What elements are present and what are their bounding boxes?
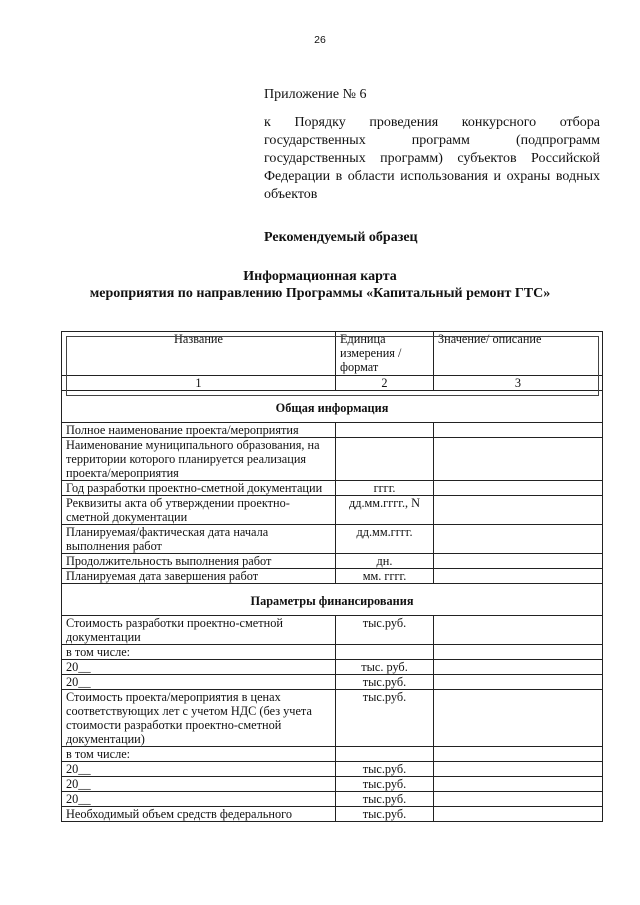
row-value-cell[interactable] — [434, 762, 603, 777]
table-row — [62, 481, 603, 496]
document-heading — [0, 268, 640, 302]
row-name: 20__ — [62, 675, 336, 690]
row-value-cell[interactable] — [434, 792, 603, 807]
table-row — [62, 762, 603, 777]
table-row — [62, 792, 603, 807]
row-name: Стоимость разработки проектно-сметной документации — [62, 616, 336, 645]
row-unit: дн. — [336, 554, 434, 569]
table-row — [62, 747, 603, 762]
row-name: 20__ — [62, 660, 336, 675]
row-unit: тыс.руб. — [336, 690, 434, 747]
row-name: Стоимость проекта/мероприятия в ценах соответствующих лет с учетом НДС (без учета стоимости разработки проектно-сметной документации) — [62, 690, 336, 747]
row-value-cell[interactable] — [434, 747, 603, 762]
row-name: 20__ — [62, 777, 336, 792]
row-name: Планируемая/фактическая дата начала выполнения работ — [62, 525, 336, 554]
row-unit: дд.мм.гггг. — [336, 525, 434, 554]
section-title-general: Общая информация — [62, 391, 603, 423]
row-value-cell[interactable] — [434, 645, 603, 660]
heading-line-2: мероприятия по направлению Программы «Капитальный ремонт ГТС» — [89, 286, 551, 301]
row-unit: тыс.руб. — [336, 777, 434, 792]
row-name: Реквизиты акта об утверждении проектно-сметной документации — [62, 496, 336, 525]
table-row — [62, 777, 603, 792]
row-name: в том числе: — [62, 747, 336, 762]
row-value-cell[interactable] — [434, 807, 603, 822]
table-row — [62, 675, 603, 690]
row-unit: тыс. руб. — [336, 660, 434, 675]
row-value-cell[interactable] — [434, 675, 603, 690]
row-name: в том числе: — [62, 645, 336, 660]
table-row — [62, 423, 603, 438]
table-row — [62, 660, 603, 675]
row-unit: гггг. — [336, 481, 434, 496]
row-unit: мм. гггг. — [336, 569, 434, 584]
row-value-cell[interactable] — [434, 777, 603, 792]
row-value-cell[interactable] — [434, 496, 603, 525]
row-unit: дд.мм.гггг., N — [336, 496, 434, 525]
table-header-row — [62, 332, 603, 376]
section-title-finance: Параметры финансирования — [62, 584, 603, 616]
row-value-cell[interactable] — [434, 423, 603, 438]
row-unit: тыс.руб. — [336, 807, 434, 822]
table-row — [62, 525, 603, 554]
table-row — [62, 496, 603, 525]
row-value-cell[interactable] — [434, 481, 603, 496]
table-row — [62, 438, 603, 481]
row-unit: тыс.руб. — [336, 762, 434, 777]
row-value-cell[interactable] — [434, 554, 603, 569]
row-name: Полное наименование проекта/мероприятия — [62, 423, 336, 438]
table-row — [62, 690, 603, 747]
row-name: Продолжительность выполнения работ — [62, 554, 336, 569]
heading-line-1: Информационная карта — [243, 269, 397, 284]
row-name: Наименование муниципального образования, на территории которого планируется реализация проекта/мероприятия — [62, 438, 336, 481]
table-row — [62, 645, 603, 660]
column-number-row — [62, 376, 603, 391]
row-unit: тыс.руб. — [336, 675, 434, 690]
table-row — [62, 569, 603, 584]
column-number: 2 — [336, 376, 434, 391]
appendix-block — [264, 86, 600, 204]
row-value-cell[interactable] — [434, 569, 603, 584]
row-name: 20__ — [62, 792, 336, 807]
info-card-table — [61, 331, 603, 822]
table-row — [62, 554, 603, 569]
page-number: 26 — [314, 34, 326, 46]
row-value-cell[interactable] — [434, 616, 603, 645]
appendix-body: к Порядку проведения конкурсного отбора государственных программ (подпрограмм государственных программ) субъектов Российской Федерации в области использования и охраны водных объектов — [264, 115, 600, 202]
row-name: 20__ — [62, 762, 336, 777]
row-unit — [336, 438, 434, 481]
column-number: 3 — [434, 376, 603, 391]
table-row — [62, 807, 603, 822]
row-name: Планируемая дата завершения работ — [62, 569, 336, 584]
row-value-cell[interactable] — [434, 438, 603, 481]
row-name: Год разработки проектно-сметной документации — [62, 481, 336, 496]
header-value: Значение/ описание — [434, 332, 603, 376]
row-unit: тыс.руб. — [336, 616, 434, 645]
appendix-title: Приложение № 6 — [264, 87, 367, 102]
row-value-cell[interactable] — [434, 660, 603, 675]
table-row — [62, 616, 603, 645]
row-name: Необходимый объем средств федерального — [62, 807, 336, 822]
section-row-general — [62, 391, 603, 423]
row-unit — [336, 645, 434, 660]
header-unit: Единица измерения / формат — [336, 332, 434, 376]
row-value-cell[interactable] — [434, 525, 603, 554]
row-value-cell[interactable] — [434, 690, 603, 747]
row-unit — [336, 747, 434, 762]
row-unit — [336, 423, 434, 438]
recommended-sample-label: Рекомендуемый образец — [264, 230, 418, 245]
header-name: Название — [62, 332, 336, 376]
section-row-finance — [62, 584, 603, 616]
row-unit: тыс.руб. — [336, 792, 434, 807]
column-number: 1 — [62, 376, 336, 391]
